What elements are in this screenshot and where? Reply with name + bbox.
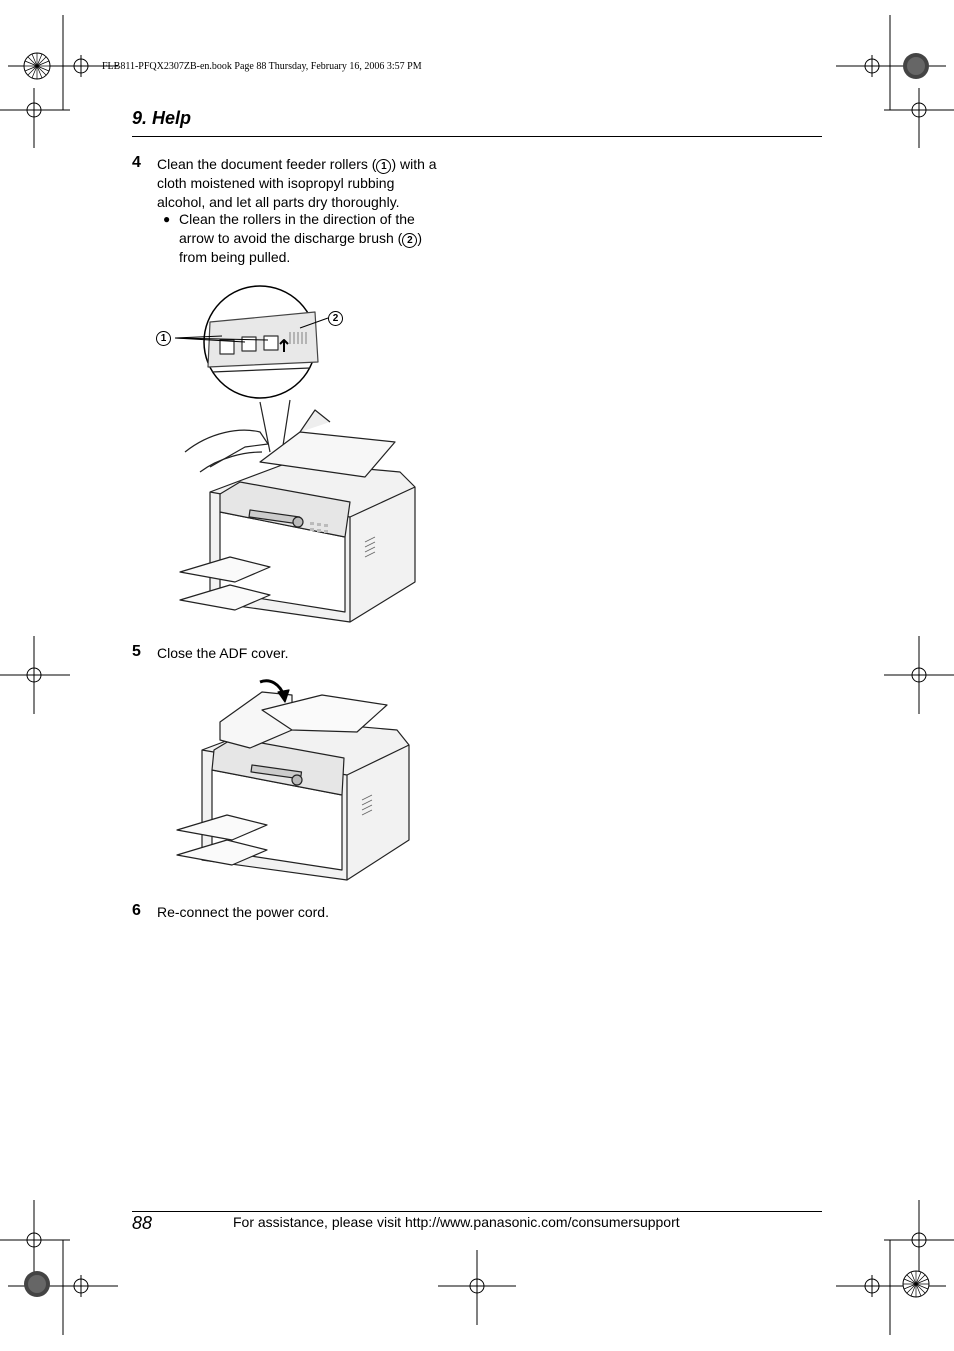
section-title: 9. Help [132, 108, 192, 128]
bullet-line2b: ) [417, 229, 423, 246]
illustration-clean-rollers [150, 282, 450, 627]
assistance-text: For assistance, please visit http://www.panasonic.com/consumersupport [233, 1214, 680, 1230]
step-4-line3: alcohol, and let all parts dry thoroughly. [157, 193, 400, 210]
step-5-text: Close the ADF cover. [157, 645, 289, 661]
step-4-line1a: Clean the document feeder rollers ( [157, 156, 377, 172]
step-4-line1b: ) with a [391, 156, 437, 172]
illustration-close-adf [172, 670, 422, 885]
step-6-text: Re-connect the power cord. [157, 904, 329, 920]
callout-1: 1 [156, 331, 171, 346]
callout-2-inline: 2 [402, 233, 417, 248]
callout-2: 2 [328, 311, 343, 326]
file-info: FLB811-PFQX2307ZB-en.book Page 88 Thursday, February 16, 2006 3:57 PM [102, 61, 422, 72]
page-number: 88 [132, 1213, 153, 1233]
step-4-text [157, 155, 477, 211]
bullet-line1: Clean the rollers in the direction of the [179, 211, 415, 227]
step-4-line2: cloth moistened with isopropyl rubbing [157, 175, 395, 191]
bullet-dot: ● [163, 212, 171, 226]
footer-rule [132, 1211, 822, 1212]
bullet-line2a: arrow to avoid the discharge brush ( [179, 229, 403, 246]
bullet-line3: from being pulled. [179, 248, 291, 265]
header-rule [132, 136, 822, 137]
step-4-bullet [179, 210, 479, 266]
step-4-number: 4 [132, 154, 141, 171]
callout-1-inline: 1 [376, 159, 391, 174]
step-5-number: 5 [132, 643, 141, 660]
step-6-number: 6 [132, 902, 141, 919]
